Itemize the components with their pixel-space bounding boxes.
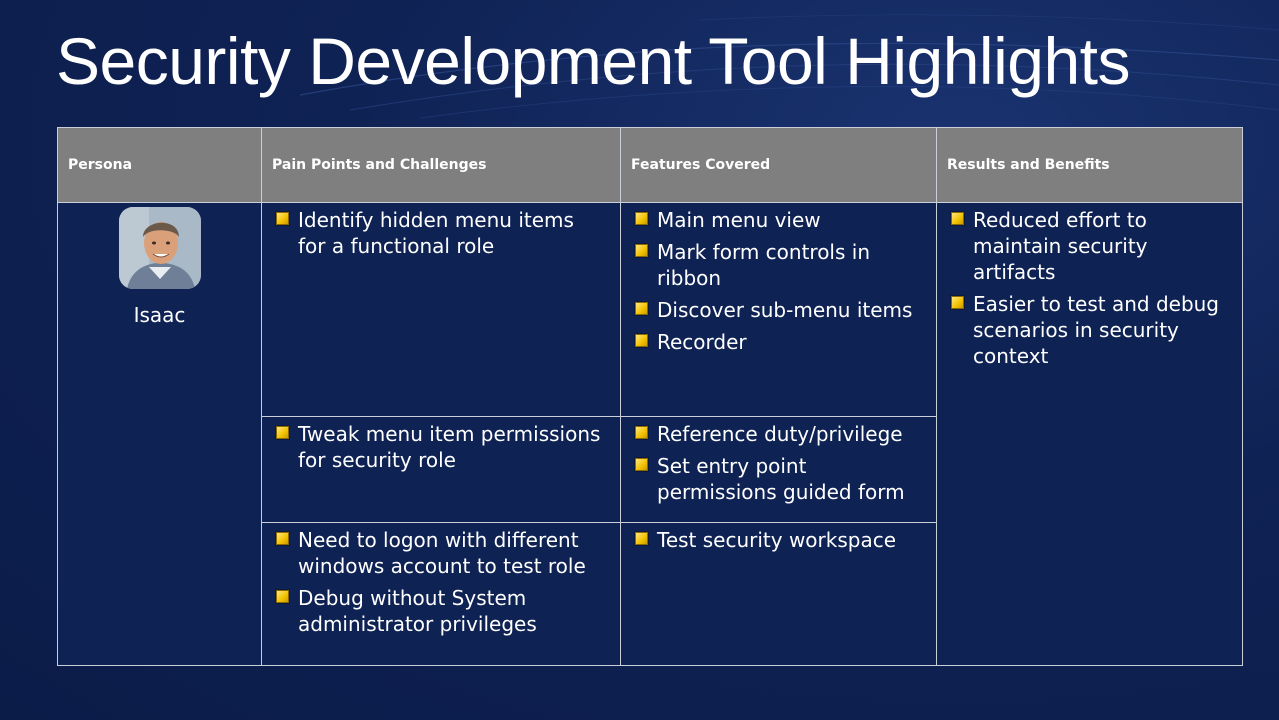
list-item-text: Recorder <box>657 330 747 354</box>
features-cell <box>621 203 937 417</box>
list-item-text: Need to logon with different windows account to test role <box>298 528 586 578</box>
bullet-icon <box>276 212 289 225</box>
table-row <box>58 203 1243 417</box>
list-item-text: Easier to test and debug scenarios in security context <box>973 292 1220 368</box>
features-cell <box>621 523 937 666</box>
features-cell <box>621 417 937 523</box>
page-title: Security Development Tool Highlights <box>56 24 1130 98</box>
pain-points-cell <box>262 417 621 523</box>
bullet-icon <box>635 532 648 545</box>
list-item <box>635 421 922 447</box>
features-list <box>635 421 922 505</box>
list-item <box>635 453 922 505</box>
list-item-text: Discover sub-menu items <box>657 298 913 322</box>
persona-table <box>57 127 1243 666</box>
table-header-row <box>58 128 1243 203</box>
results-list <box>951 207 1228 369</box>
results-cell <box>937 203 1243 666</box>
persona-cell <box>58 203 262 666</box>
bullet-icon <box>635 426 648 439</box>
pain-points-list <box>276 207 606 259</box>
header-results: Results and Benefits <box>937 128 1243 203</box>
list-item-text: Mark form controls in ribbon <box>657 240 870 290</box>
list-item-text: Debug without System administrator privileges <box>298 586 537 636</box>
list-item-text: Tweak menu item permissions for security role <box>298 422 601 472</box>
features-list <box>635 527 922 553</box>
list-item-text: Reference duty/privilege <box>657 422 903 446</box>
list-item <box>276 207 606 259</box>
pain-points-list <box>276 421 606 473</box>
features-list <box>635 207 922 355</box>
bullet-icon <box>635 458 648 471</box>
header-pain-points: Pain Points and Challenges <box>262 128 621 203</box>
list-item <box>635 527 922 553</box>
bullet-icon <box>635 212 648 225</box>
bullet-icon <box>635 302 648 315</box>
bullet-icon <box>276 532 289 545</box>
pain-points-list <box>276 527 606 637</box>
list-item <box>951 207 1228 285</box>
pain-points-cell <box>262 203 621 417</box>
bullet-icon <box>635 334 648 347</box>
list-item <box>276 421 606 473</box>
list-item <box>951 291 1228 369</box>
header-features: Features Covered <box>621 128 937 203</box>
list-item <box>635 239 922 291</box>
list-item-text: Reduced effort to maintain security artifacts <box>973 208 1148 284</box>
list-item-text: Identify hidden menu items for a functional role <box>298 208 574 258</box>
list-item-text: Set entry point permissions guided form <box>657 454 905 504</box>
header-persona: Persona <box>58 128 262 203</box>
persona-name: Isaac <box>133 303 186 327</box>
list-item <box>635 297 922 323</box>
bullet-icon <box>951 296 964 309</box>
bullet-icon <box>276 426 289 439</box>
bullet-icon <box>635 244 648 257</box>
pain-points-cell <box>262 523 621 666</box>
bullet-icon <box>276 590 289 603</box>
list-item-text: Main menu view <box>657 208 821 232</box>
list-item <box>635 329 922 355</box>
person-photo-icon <box>119 207 201 289</box>
list-item <box>276 527 606 579</box>
list-item <box>276 585 606 637</box>
list-item <box>635 207 922 233</box>
bullet-icon <box>951 212 964 225</box>
list-item-text: Test security workspace <box>657 528 897 552</box>
